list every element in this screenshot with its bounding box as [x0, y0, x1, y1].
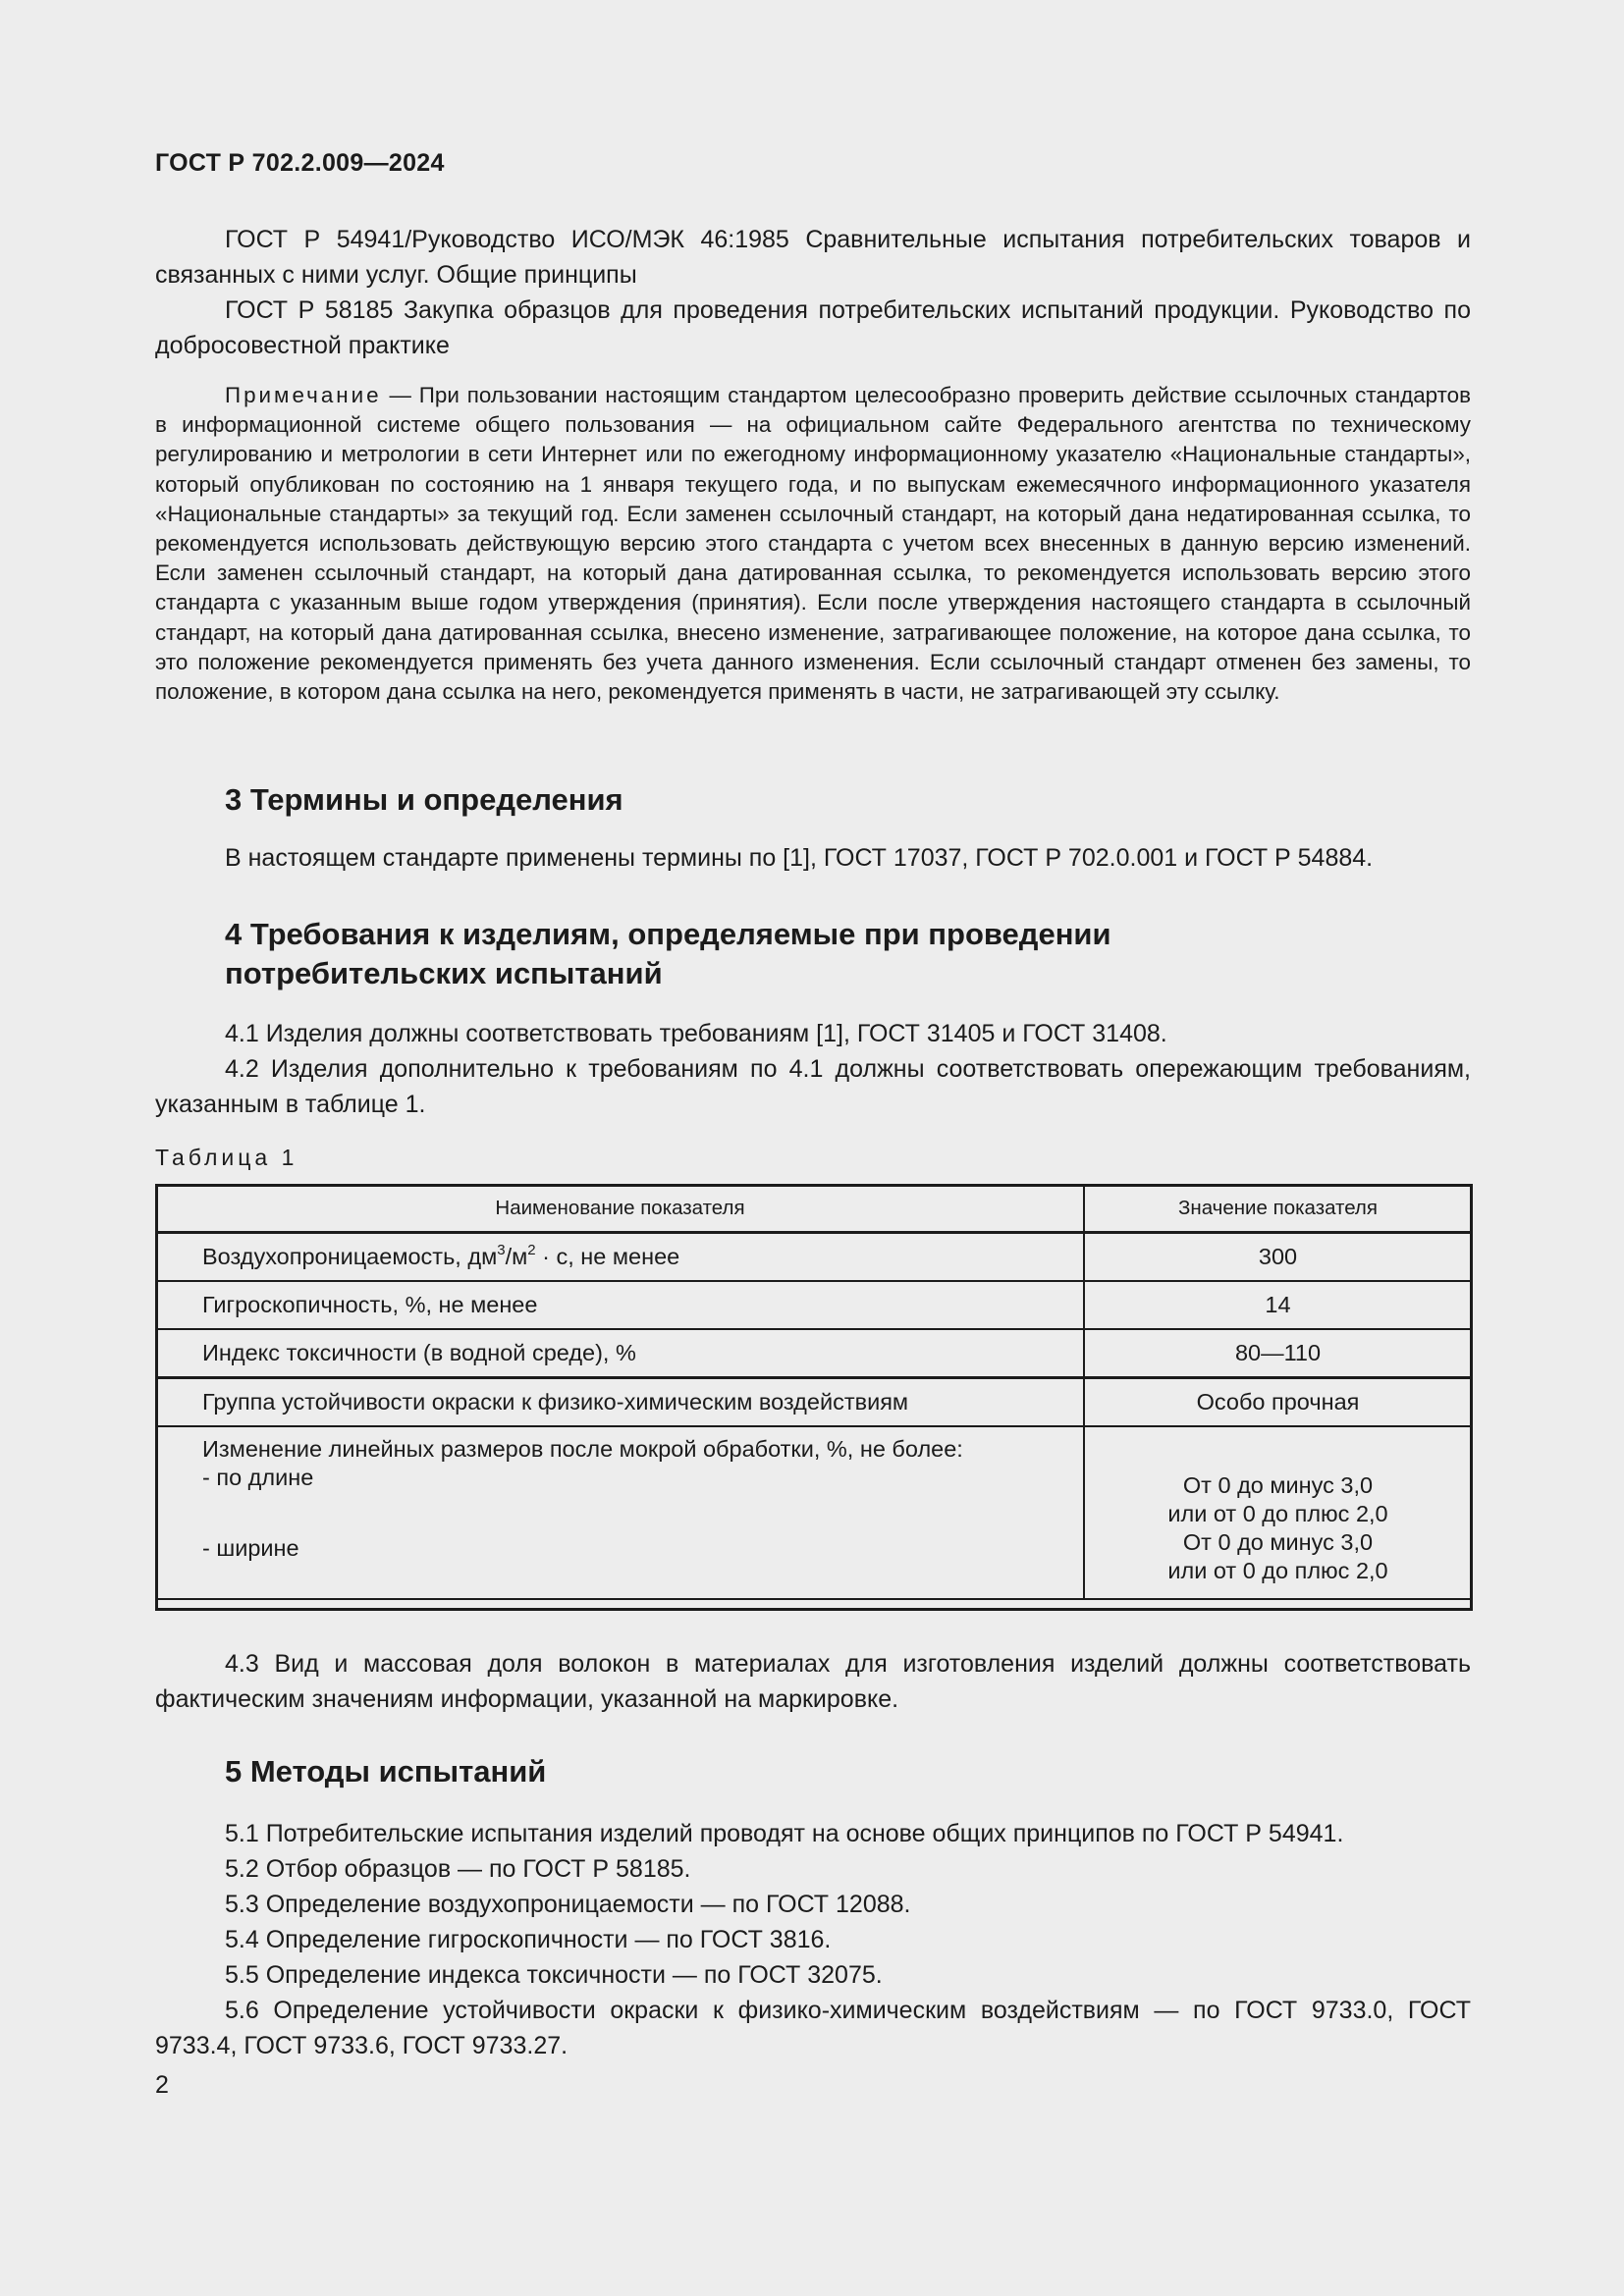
page-number: 2: [155, 2071, 169, 2099]
paragraph-5-6: 5.6 Определение устойчивости окраски к физико-химическим воздействиям — по ГОСТ 9733.0, ГОСТ 9733.4, ГОСТ 9733.6, ГОСТ 9733.27.: [155, 1997, 1471, 2059]
section-3-text: В настоящем стандарте применены термины по [1], ГОСТ 17037, ГОСТ Р 702.0.001 и ГОСТ Р 54884.: [225, 844, 1374, 872]
table-row: [156, 1281, 1472, 1329]
row-hygroscopicity-name: Гигроскопичность, %, не менее: [156, 1281, 1084, 1329]
row-dimension-change-name: [156, 1426, 1084, 1599]
reference-title: Сравнительные испытания потребительских товаров и связанных с ними услуг. Общие принципы: [155, 226, 1471, 289]
cell-subitem-length: - по длине: [202, 1465, 314, 1490]
cell-text: · с, не менее: [535, 1244, 680, 1269]
table-row: [156, 1426, 1472, 1599]
paragraph-5-3: 5.3 Определение воздухопроницаемости — по ГОСТ 12088.: [225, 1891, 911, 1918]
row-toxicity-value: 80—110: [1084, 1329, 1472, 1378]
cell-text: или от 0 до плюс 2,0: [1167, 1558, 1388, 1583]
paragraph-5-1: 5.1 Потребительские испытания изделий проводят на основе общих принципов по ГОСТ Р 54941.: [225, 1820, 1344, 1847]
note-label: Примечание: [225, 383, 382, 407]
paragraph-4-1: 4.1 Изделия должны соответствовать требованиям [1], ГОСТ 31405 и ГОСТ 31408.: [225, 1020, 1167, 1047]
reference-gost-58185: [155, 293, 1471, 363]
row-dimension-change-value: [1084, 1426, 1472, 1599]
row-air-permeability-name: [156, 1233, 1084, 1282]
paragraph-4-2: 4.2 Изделия дополнительно к требованиям по 4.1 должны соответствовать опережающим требованиям, указанным в таблице 1.: [155, 1055, 1471, 1118]
table-row: [156, 1329, 1472, 1378]
column-header-name: Наименование показателя: [156, 1185, 1084, 1233]
note-text: — При пользовании настоящим стандартом целесообразно проверить действие ссылочных стандартов в информационной системе общего пользования — на официальном сайте Федерального агентства по техническому регулированию и метрологии в сети Интернет или по ежегодному информационному указателю «Национальные стандарты», который опубликован по состоянию на 1 января текущего года, и по выпускам ежемесячного информационного указателя «Национальные стандарты» за текущий год. Если заменен ссылочный стандарт, на который дана недатированная ссылка, то рекомендуется использовать действующую версию этого стандарта с учетом всех внесенных в данную версию изменений. Если заменен ссылочный стандарт, на который дана датированная ссылка, то рекомендуется использовать версию этого стандарта с указанным выше годом утверждения (принятия). Если после утверждения настоящего стандарта в ссылочный стандарт, на который дана датированная ссылка, внесено изменение, затрагивающее положение, на которое дана ссылка, то это положение рекомендуется применять без учета данного изменения. Если ссылочный стандарт отменен без замены, то положение, в котором дана ссылка на него, рекомендуется применять в части, не затрагивающей эту ссылку.: [155, 383, 1471, 705]
table-caption: Таблица 1: [155, 1145, 298, 1170]
cell-text: или от 0 до плюс 2,0: [1167, 1501, 1388, 1526]
reference-code: ГОСТ Р 58185: [225, 296, 394, 324]
table-header-row: [156, 1185, 1472, 1233]
paragraph-5-2: 5.2 Отбор образцов — по ГОСТ Р 58185.: [225, 1855, 691, 1883]
cell-text: Изменение линейных размеров после мокрой обработки, %, не более:: [202, 1436, 963, 1462]
section-5-heading: 5 Методы испытаний: [225, 1754, 547, 1789]
section-3-heading: 3 Термины и определения: [225, 782, 623, 817]
document-code: ГОСТ Р 702.2.009—2024: [155, 149, 445, 177]
paragraph-4-3: 4.3 Вид и массовая доля волокон в материалах для изготовления изделий должны соответствовать фактическим значениям информации, указанной на маркировке.: [155, 1650, 1471, 1713]
paragraph-5-4: 5.4 Определение гигроскопичности — по ГОСТ 3816.: [225, 1926, 832, 1953]
row-air-permeability-value: 300: [1084, 1233, 1472, 1282]
section-4-heading: [225, 915, 1111, 993]
table-row: [156, 1378, 1472, 1427]
reference-code: ГОСТ Р 54941/Руководство ИСО/МЭК 46:1985: [225, 226, 789, 253]
cell-text: От 0 до минус 3,0: [1182, 1472, 1374, 1498]
paragraph-5-5: 5.5 Определение индекса токсичности — по ГОСТ 32075.: [225, 1961, 883, 1989]
row-color-fastness-value: Особо прочная: [1084, 1378, 1472, 1427]
superscript: 3: [497, 1242, 506, 1258]
cell-text: Воздухопроницаемость, дм: [202, 1244, 498, 1269]
section-4-heading-line-1: 4 Требования к изделиям, определяемые при проведении: [225, 917, 1111, 951]
row-hygroscopicity-value: 14: [1084, 1281, 1472, 1329]
cell-subitem-width: - ширине: [202, 1535, 299, 1561]
superscript: 2: [527, 1242, 536, 1258]
reference-gost-54941: [155, 222, 1471, 293]
reference-title: Закупка образцов для проведения потребительских испытаний продукции. Руководство по добросовестной практике: [155, 296, 1471, 359]
row-toxicity-name: Индекс токсичности (в водной среде), %: [156, 1329, 1084, 1378]
row-color-fastness-name: Группа устойчивости окраски к физико-химическим воздействиям: [156, 1378, 1084, 1427]
table-row: [156, 1233, 1472, 1282]
table-1: [155, 1184, 1473, 1600]
section-4-heading-line-2: потребительских испытаний: [225, 956, 663, 990]
cell-text: /м: [505, 1244, 528, 1269]
note-paragraph: [155, 381, 1471, 707]
column-header-value: Значение показателя: [1084, 1185, 1472, 1233]
cell-text: От 0 до минус 3,0: [1182, 1529, 1374, 1555]
